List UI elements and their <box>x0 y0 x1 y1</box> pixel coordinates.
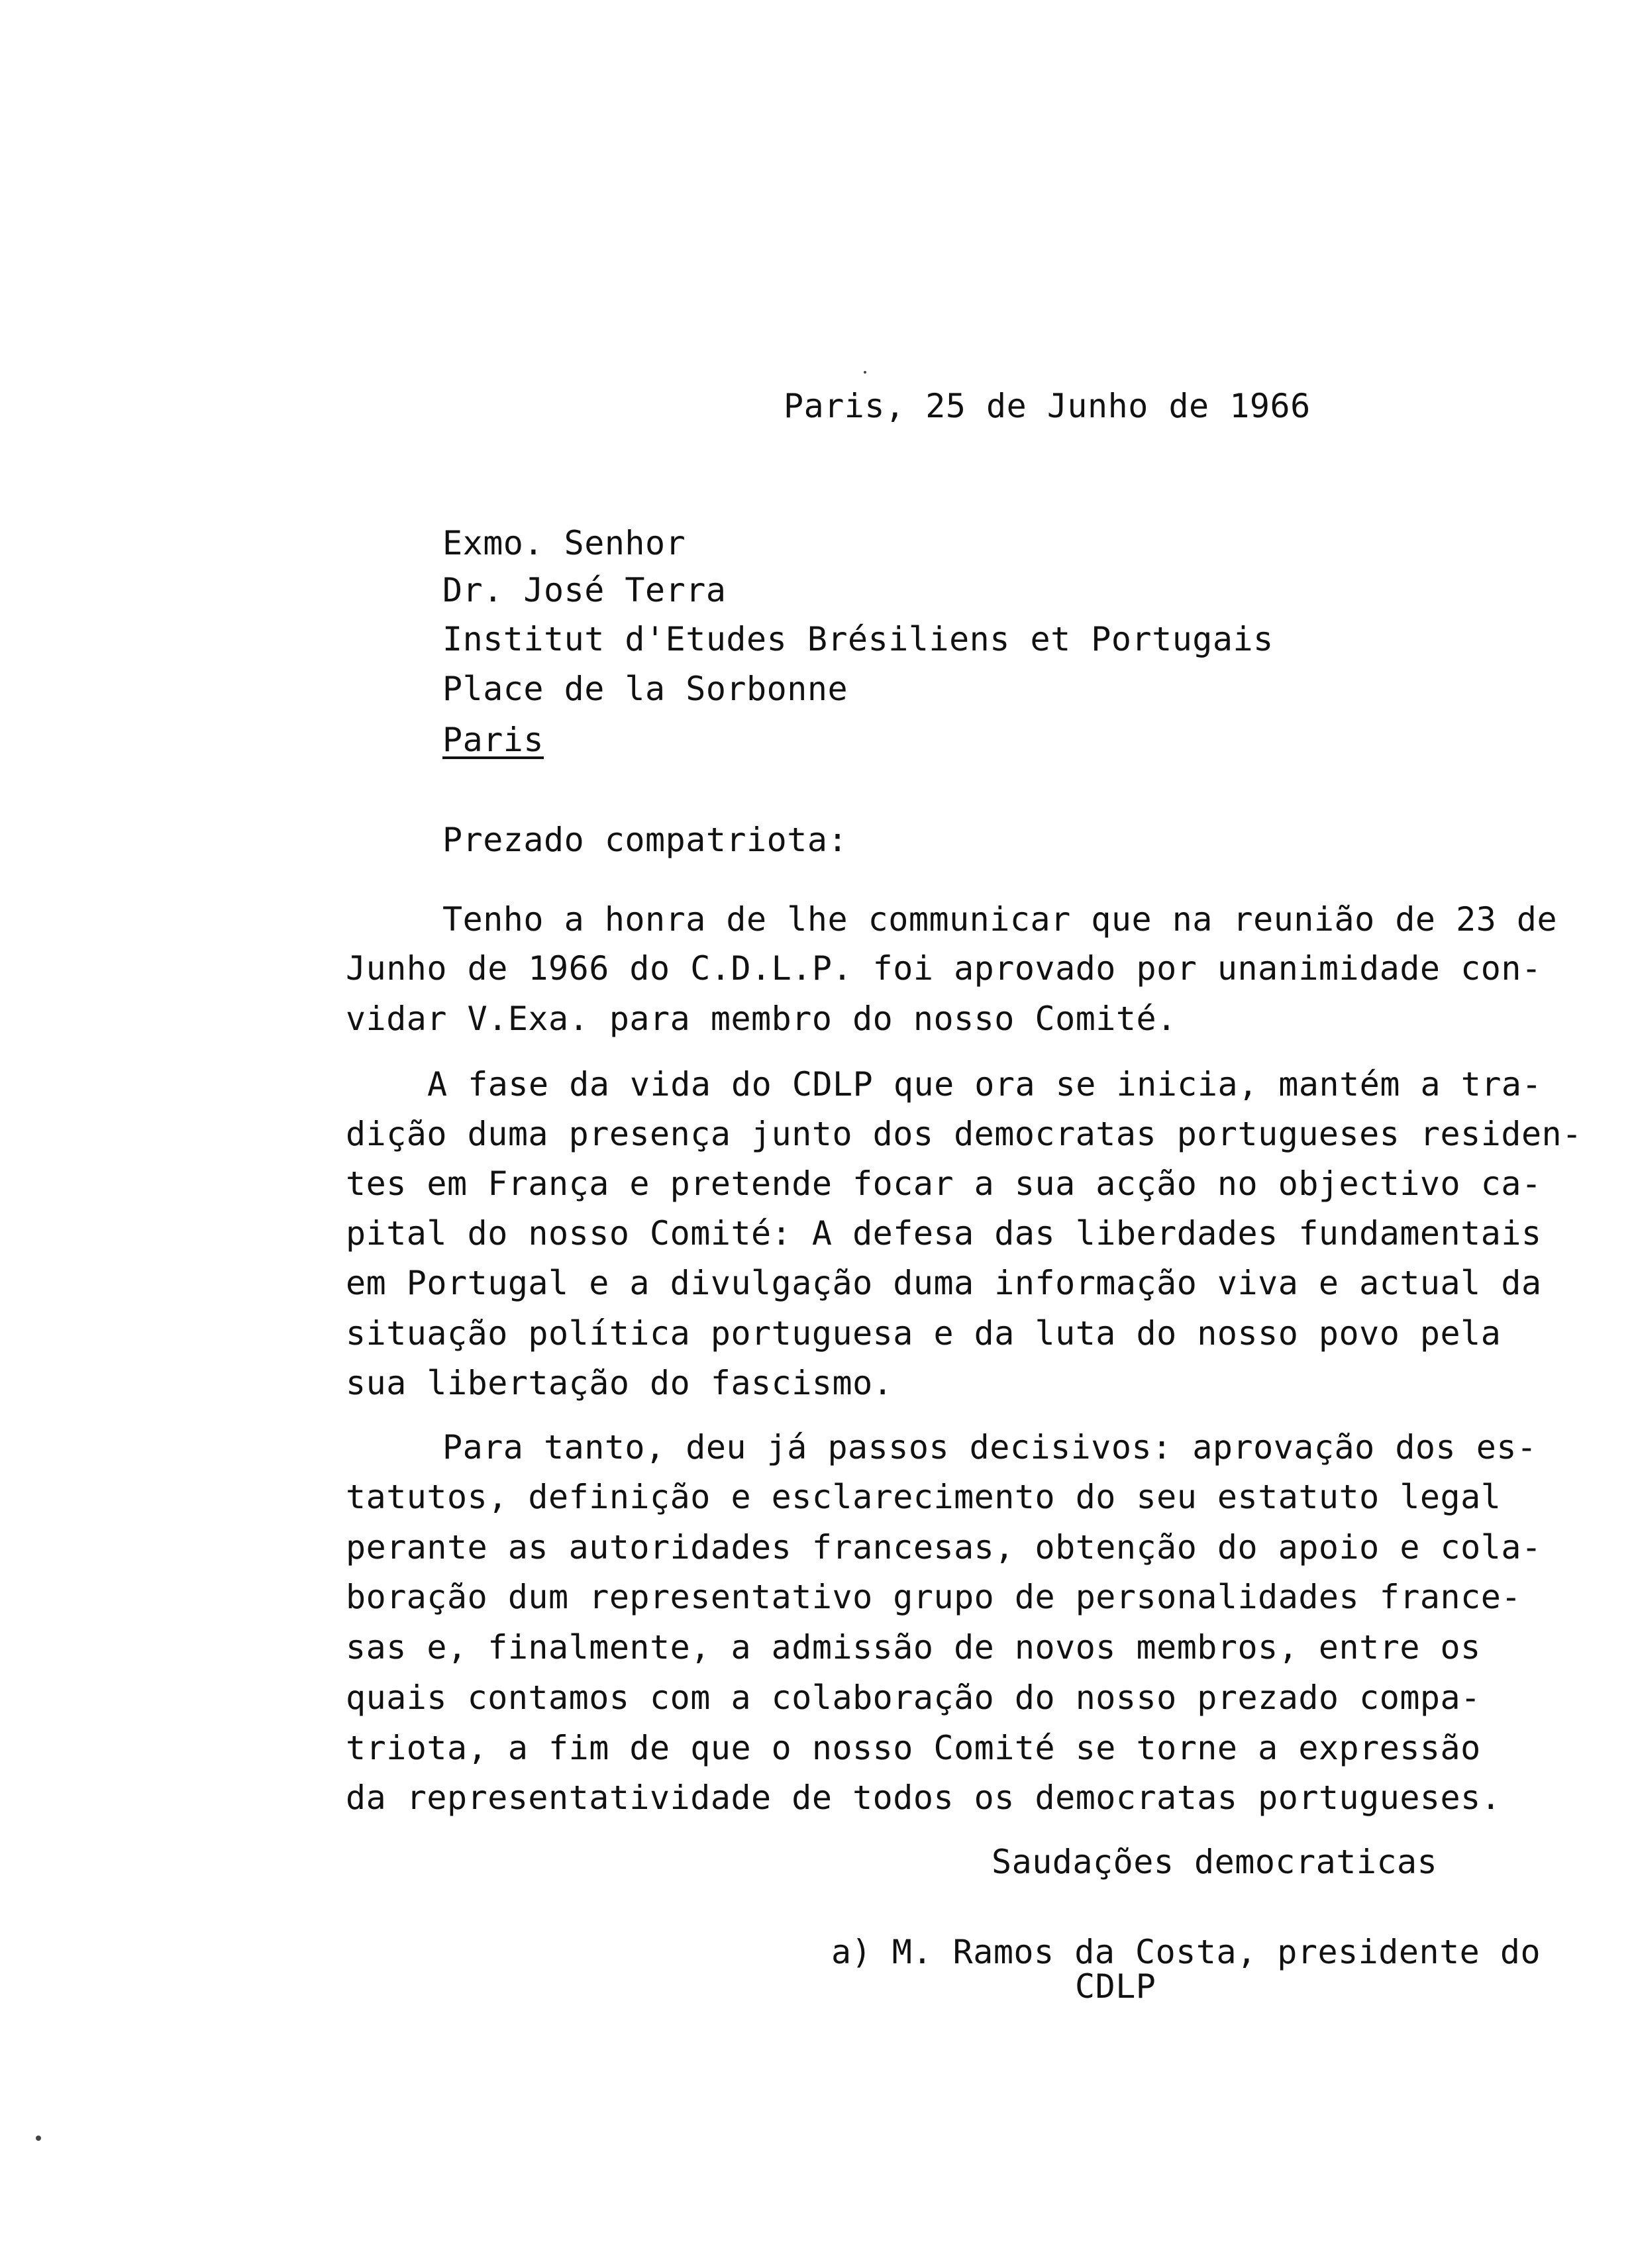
paragraph-line: boração dum representativo grupo de personalidades france- <box>346 1578 1521 1616</box>
paragraph-line: sas e, finalmente, a admissão de novos membros, entre os <box>346 1628 1481 1667</box>
paragraph-line: vidar V.Exa. para membro do nosso Comité. <box>346 1000 1177 1038</box>
paragraph-line: perante as autoridades francesas, obtenção do apoio e cola- <box>346 1528 1542 1567</box>
signature-line: a) M. Ramos da Costa, presidente do <box>831 1933 1541 1971</box>
paragraph-line: sua libertação do fascismo. <box>346 1364 893 1402</box>
closing: Saudações democraticas <box>992 1843 1438 1881</box>
paragraph-line: Para tanto, deu já passos decisivos: aprovação dos es- <box>442 1428 1537 1467</box>
paragraph-line: A fase da vida do CDLP que ora se inicia, mantém a tra- <box>427 1065 1543 1104</box>
paragraph-line: triota, a fim de que o nosso Comité se torne a expressão <box>346 1729 1481 1767</box>
salutation: Prezado compatriota: <box>442 821 848 859</box>
paragraph-line: Junho de 1966 do C.D.L.P. foi aprovado por unanimidade con- <box>346 949 1542 988</box>
paragraph-line: da representatividade de todos os democratas portugueses. <box>346 1778 1502 1817</box>
paragraph-line: tes em França e pretende focar a sua acção no objectivo ca- <box>346 1164 1542 1203</box>
recipient-city: Paris <box>442 721 544 759</box>
paragraph-line: dição duma presença junto dos democratas portugueses residen- <box>346 1115 1582 1153</box>
recipient-line: Exmo. Senhor <box>442 524 686 562</box>
paragraph-line: pital do nosso Comité: A defesa das liberdades fundamentais <box>346 1214 1542 1253</box>
recipient-line: Dr. José Terra <box>442 571 727 609</box>
place-date: Paris, 25 de Junho de 1966 <box>784 387 1311 425</box>
paragraph-line: Tenho a honra de lhe communicar que na reunião de 23 de <box>442 900 1558 939</box>
paragraph-line: em Portugal e a divulgação duma informação viva e actual da <box>346 1264 1542 1302</box>
paragraph-line: tatutos, definição e esclarecimento do seu estatuto legal <box>346 1478 1502 1516</box>
paper-speck <box>36 2136 41 2141</box>
paper-speck <box>864 371 866 374</box>
recipient-line: Institut d'Etudes Brésiliens et Portugais <box>442 620 1274 658</box>
paragraph-line: situação política portuguesa e da luta do nosso povo pela <box>346 1314 1502 1353</box>
recipient-line: Place de la Sorbonne <box>442 670 848 708</box>
paragraph-line: quais contamos com a colaboração do nosso prezado compa- <box>346 1678 1481 1717</box>
signature-line: CDLP <box>1075 1967 1156 2006</box>
